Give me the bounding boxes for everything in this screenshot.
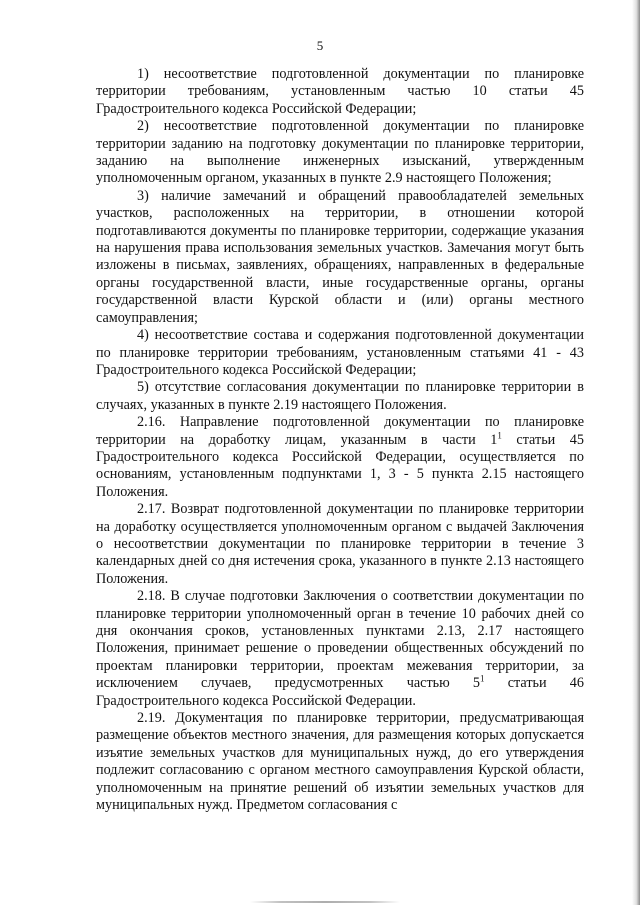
paragraph-2-18 <box>96 588 584 710</box>
scan-edge-shadow <box>632 0 640 905</box>
document-body <box>96 66 584 814</box>
paragraph-2-16 <box>96 414 584 501</box>
paragraph-text: 2.17. Возврат подготовленной документации по планировке территории на доработку осуществляется уполномоченным органом с выдачей Заключения о несоответствии документации по планировке территории в течение 3 календарных дней со дня истечения срока, указанного в пункте 2.13 настоящего Положения. <box>96 501 584 587</box>
paragraph-text: 2.16. Направление подготовленной документации по планировке территории на доработку лицам, указанным в части 1 <box>96 414 584 448</box>
paragraph-1 <box>96 66 584 118</box>
paragraph-text: 3) наличие замечаний и обращений правообладателей земельных участков, расположенных на территории, в отношении которой подготавливаются документы по планировке территории, содержащие указания на нарушения права использования земельных участков. Замечания могут быть изложены в письмах, заявлениях, обращениях, направленных в федеральные органы государственной власти, иные государственные органы, органы государственной власти Курской области и (или) органы местного самоуправления; <box>96 187 584 326</box>
paragraph-text: 2) несоответствие подготовленной документации по планировке территории заданию на подготовку документации по планировке территории, заданию на выполнение инженерных изысканий, утвержденным уполномоченным органом, указанных в пункте 2.9 настоящего Положения; <box>96 118 584 187</box>
paragraph-text: статьи 45 Градостроительного кодекса Российской Федерации, осуществляется по основаниям, установленным подпунктами 1, 3 - 5 пункта 2.15 настоящего Положения. <box>96 431 584 500</box>
paragraph-text: статьи 46 Градостроительного кодекса Российской Федерации. <box>96 675 584 709</box>
paragraph-text: 1) несоответствие подготовленной документации по планировке территории требованиям, установленным частью 10 статьи 45 Градостроительного кодекса Российской Федерации; <box>96 66 584 117</box>
paragraph-text: 2.19. Документация по планировке территории, предусматривающая размещение объектов местного значения, для размещения которых допускается изъятие земельных участков для муниципальных нужд, до его утверждения подлежит согласованию с органом местного самоуправления Курской области, уполномоченным на принятие решений об изъятии земельных участков для муниципальных нужд. Предметом согласования с <box>96 710 584 814</box>
paragraph-2-17 <box>96 501 584 588</box>
paragraph-2 <box>96 118 584 188</box>
paragraph-2-19 <box>96 710 584 814</box>
paragraph-3 <box>96 188 584 327</box>
superscript: 1 <box>480 673 485 684</box>
scan-artifact <box>250 901 400 903</box>
page-number: 5 <box>316 38 324 53</box>
paragraph-4 <box>96 327 584 379</box>
paragraph-text: 2.18. В случае подготовки Заключения о соответствии документации по планировке территории уполномоченный орган в течение 10 рабочих дней со дня окончания сроков, установленных пунктами 2.13, 2.17 настоящего Положения, принимает решение о проведении общественных обсуждений по проектам планировки территории, проектам межевания территории, за исключением случаев, предусмотренных частью 5 <box>96 588 584 692</box>
paragraph-5 <box>96 379 584 414</box>
paragraph-text: 5) отсутствие согласования документации по планировке территории в случаях, указанных в пункте 2.19 настоящего Положения. <box>96 379 584 413</box>
superscript: 1 <box>497 429 502 440</box>
paragraph-text: 4) несоответствие состава и содержания подготовленной документации по планировке территории требованиям, установленным статьями 41 - 43 Градостроительного кодекса Российской Федерации; <box>96 327 584 378</box>
